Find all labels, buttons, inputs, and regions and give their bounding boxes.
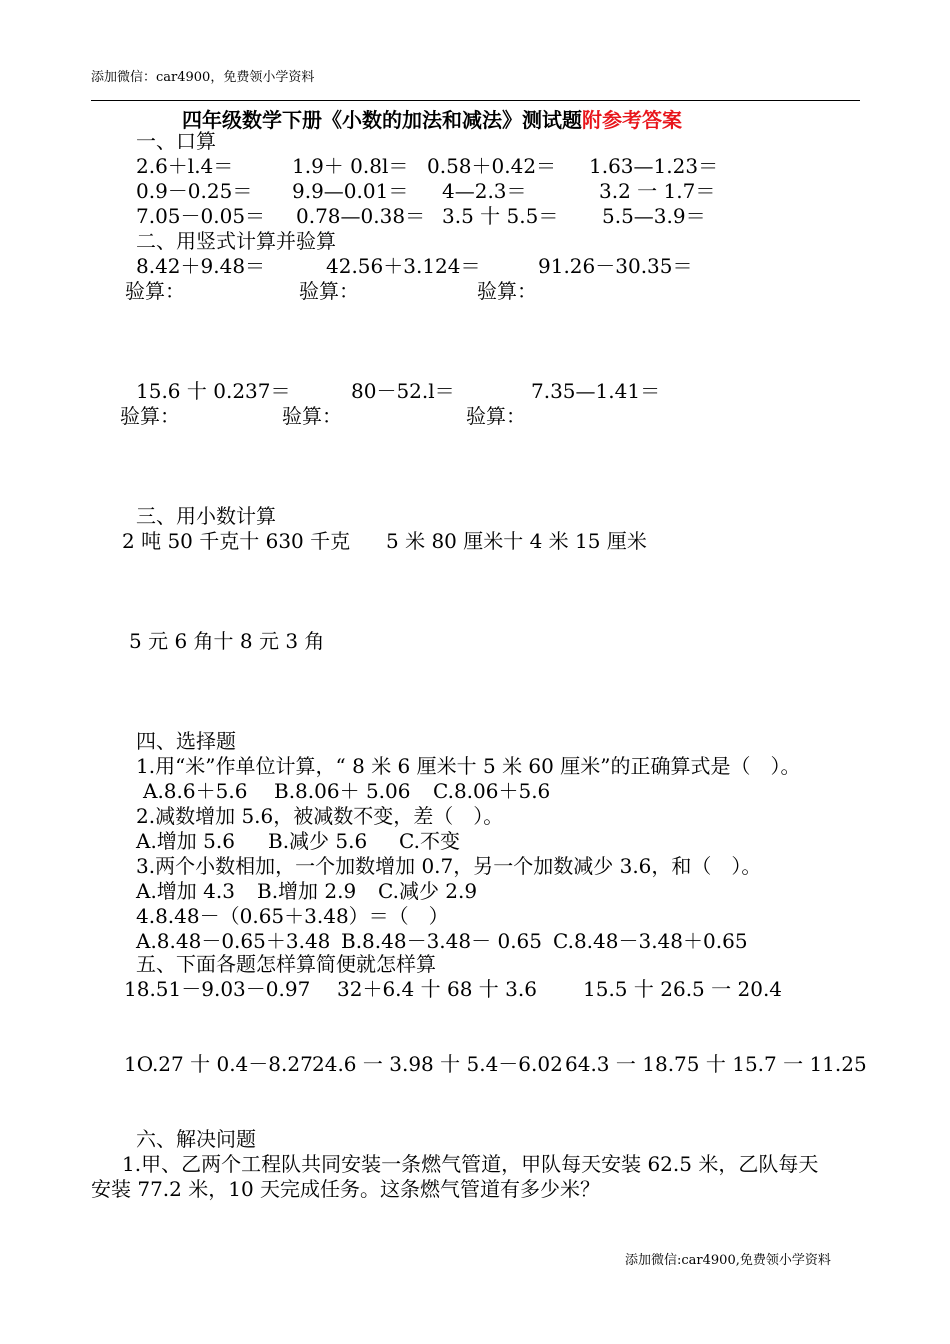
option-b: B.8.06＋ 5.06 bbox=[274, 779, 411, 803]
check-label: 验算： bbox=[120, 404, 180, 428]
question-4: 4.8.48－（0.65＋3.48）＝（ ） bbox=[136, 904, 449, 928]
option-a: A.8.6＋5.6 bbox=[143, 779, 248, 803]
option-c: C.8.48－3.48＋0.65 bbox=[553, 929, 748, 953]
check-label: 验算： bbox=[125, 279, 185, 303]
calc-item: 7.05－0.05＝ bbox=[136, 204, 266, 228]
calc-item: 2 吨 50 千克十 630 千克 bbox=[122, 529, 351, 553]
option-b: B.减少 5.6 bbox=[268, 829, 368, 853]
section3-heading: 三、用小数计算 bbox=[136, 504, 276, 528]
section6-heading: 六、解决问题 bbox=[136, 1127, 256, 1151]
title-main: 四年级数学下册《小数的加法和减法》测试题 bbox=[182, 108, 582, 132]
calc-item: 3.5 十 5.5＝ bbox=[442, 204, 559, 228]
calc-item: 9.9—0.01＝ bbox=[292, 179, 409, 203]
page-header: 添加微信：car4900，免费领小学资料 bbox=[91, 70, 315, 85]
calc-item: 80－52.l＝ bbox=[351, 379, 455, 403]
calc-item: 5 米 80 厘米十 4 米 15 厘米 bbox=[386, 529, 647, 553]
calc-item: 0.9－0.25＝ bbox=[136, 179, 253, 203]
calc-item: 8.42＋9.48＝ bbox=[136, 254, 266, 278]
calc-item: 64.3 一 18.75 十 15.7 一 11.25 bbox=[565, 1052, 867, 1076]
calc-item: 15.5 十 26.5 一 20.4 bbox=[583, 977, 783, 1001]
option-c: C.8.06＋5.6 bbox=[433, 779, 551, 803]
calc-item: 1.9＋ 0.8l＝ bbox=[292, 154, 409, 178]
document-title bbox=[182, 104, 682, 133]
calc-item: 0.58＋0.42＝ bbox=[427, 154, 557, 178]
calc-item: 18.51－9.03－0.97 bbox=[124, 977, 311, 1001]
option-b: B.增加 2.9 bbox=[257, 879, 357, 903]
option-a: A.增加 5.6 bbox=[136, 829, 235, 853]
calc-item: 1.63—1.23＝ bbox=[589, 154, 719, 178]
calc-item: 32＋6.4 十 68 十 3.6 bbox=[337, 977, 537, 1001]
calc-item: 91.26－30.35＝ bbox=[538, 254, 693, 278]
calc-item: 5 元 6 角十 8 元 3 角 bbox=[129, 629, 325, 653]
calc-item: 2.6＋l.4＝ bbox=[136, 154, 234, 178]
calc-item: 1O.27 十 0.4－8.27 bbox=[124, 1052, 313, 1076]
page-footer: 添加微信:car4900,免费领小学资料 bbox=[625, 1253, 831, 1268]
calc-item: 4—2.3＝ bbox=[442, 179, 527, 203]
section1-heading: 一、口算 bbox=[136, 129, 216, 153]
option-a: A.8.48－0.65＋3.48 bbox=[136, 929, 331, 953]
section5-heading: 五、下面各题怎样算简便就怎样算 bbox=[136, 952, 436, 976]
calc-item: 42.56＋3.124＝ bbox=[326, 254, 481, 278]
check-label: 验算： bbox=[466, 404, 526, 428]
question-1: 1.用“米”作单位计算，“ 8 米 6 厘米十 5 米 60 厘米”的正确算式是（ ）。 bbox=[136, 754, 801, 778]
question-2: 2.减数增加 5.6，被减数不变，差（ ）。 bbox=[136, 804, 504, 828]
option-b: B.8.48－3.48－ 0.65 bbox=[341, 929, 543, 953]
check-label: 验算： bbox=[299, 279, 359, 303]
option-a: A.增加 4.3 bbox=[136, 879, 235, 903]
section2-heading: 二、用竖式计算并验算 bbox=[136, 229, 336, 253]
check-label: 验算： bbox=[282, 404, 342, 428]
option-c: C.减少 2.9 bbox=[378, 879, 478, 903]
calc-item: 15.6 十 0.237＝ bbox=[136, 379, 291, 403]
calc-item: 0.78—0.38＝ bbox=[296, 204, 426, 228]
calc-item: 5.5—3.9＝ bbox=[602, 204, 706, 228]
problem-1-line-2: 安装 77.2 米，10 天完成任务。这条燃气管道有多少米？ bbox=[91, 1177, 601, 1201]
check-label: 验算： bbox=[477, 279, 537, 303]
problem-1-line-1: 1.甲、乙两个工程队共同安装一条燃气管道，甲队每天安装 62.5 米，乙队每天 bbox=[122, 1152, 819, 1176]
calc-item: 24.6 一 3.98 十 5.4－6.02 bbox=[312, 1052, 563, 1076]
header-rule bbox=[91, 100, 860, 101]
title-highlight: 附参考答案 bbox=[582, 108, 682, 132]
question-3: 3.两个小数相加，一个加数增加 0.7，另一个加数减少 3.6，和（ ）。 bbox=[136, 854, 762, 878]
option-c: C.不变 bbox=[399, 829, 460, 853]
calc-item: 3.2 一 1.7＝ bbox=[599, 179, 716, 203]
section4-heading: 四、选择题 bbox=[136, 729, 236, 753]
calc-item: 7.35—1.41＝ bbox=[531, 379, 661, 403]
